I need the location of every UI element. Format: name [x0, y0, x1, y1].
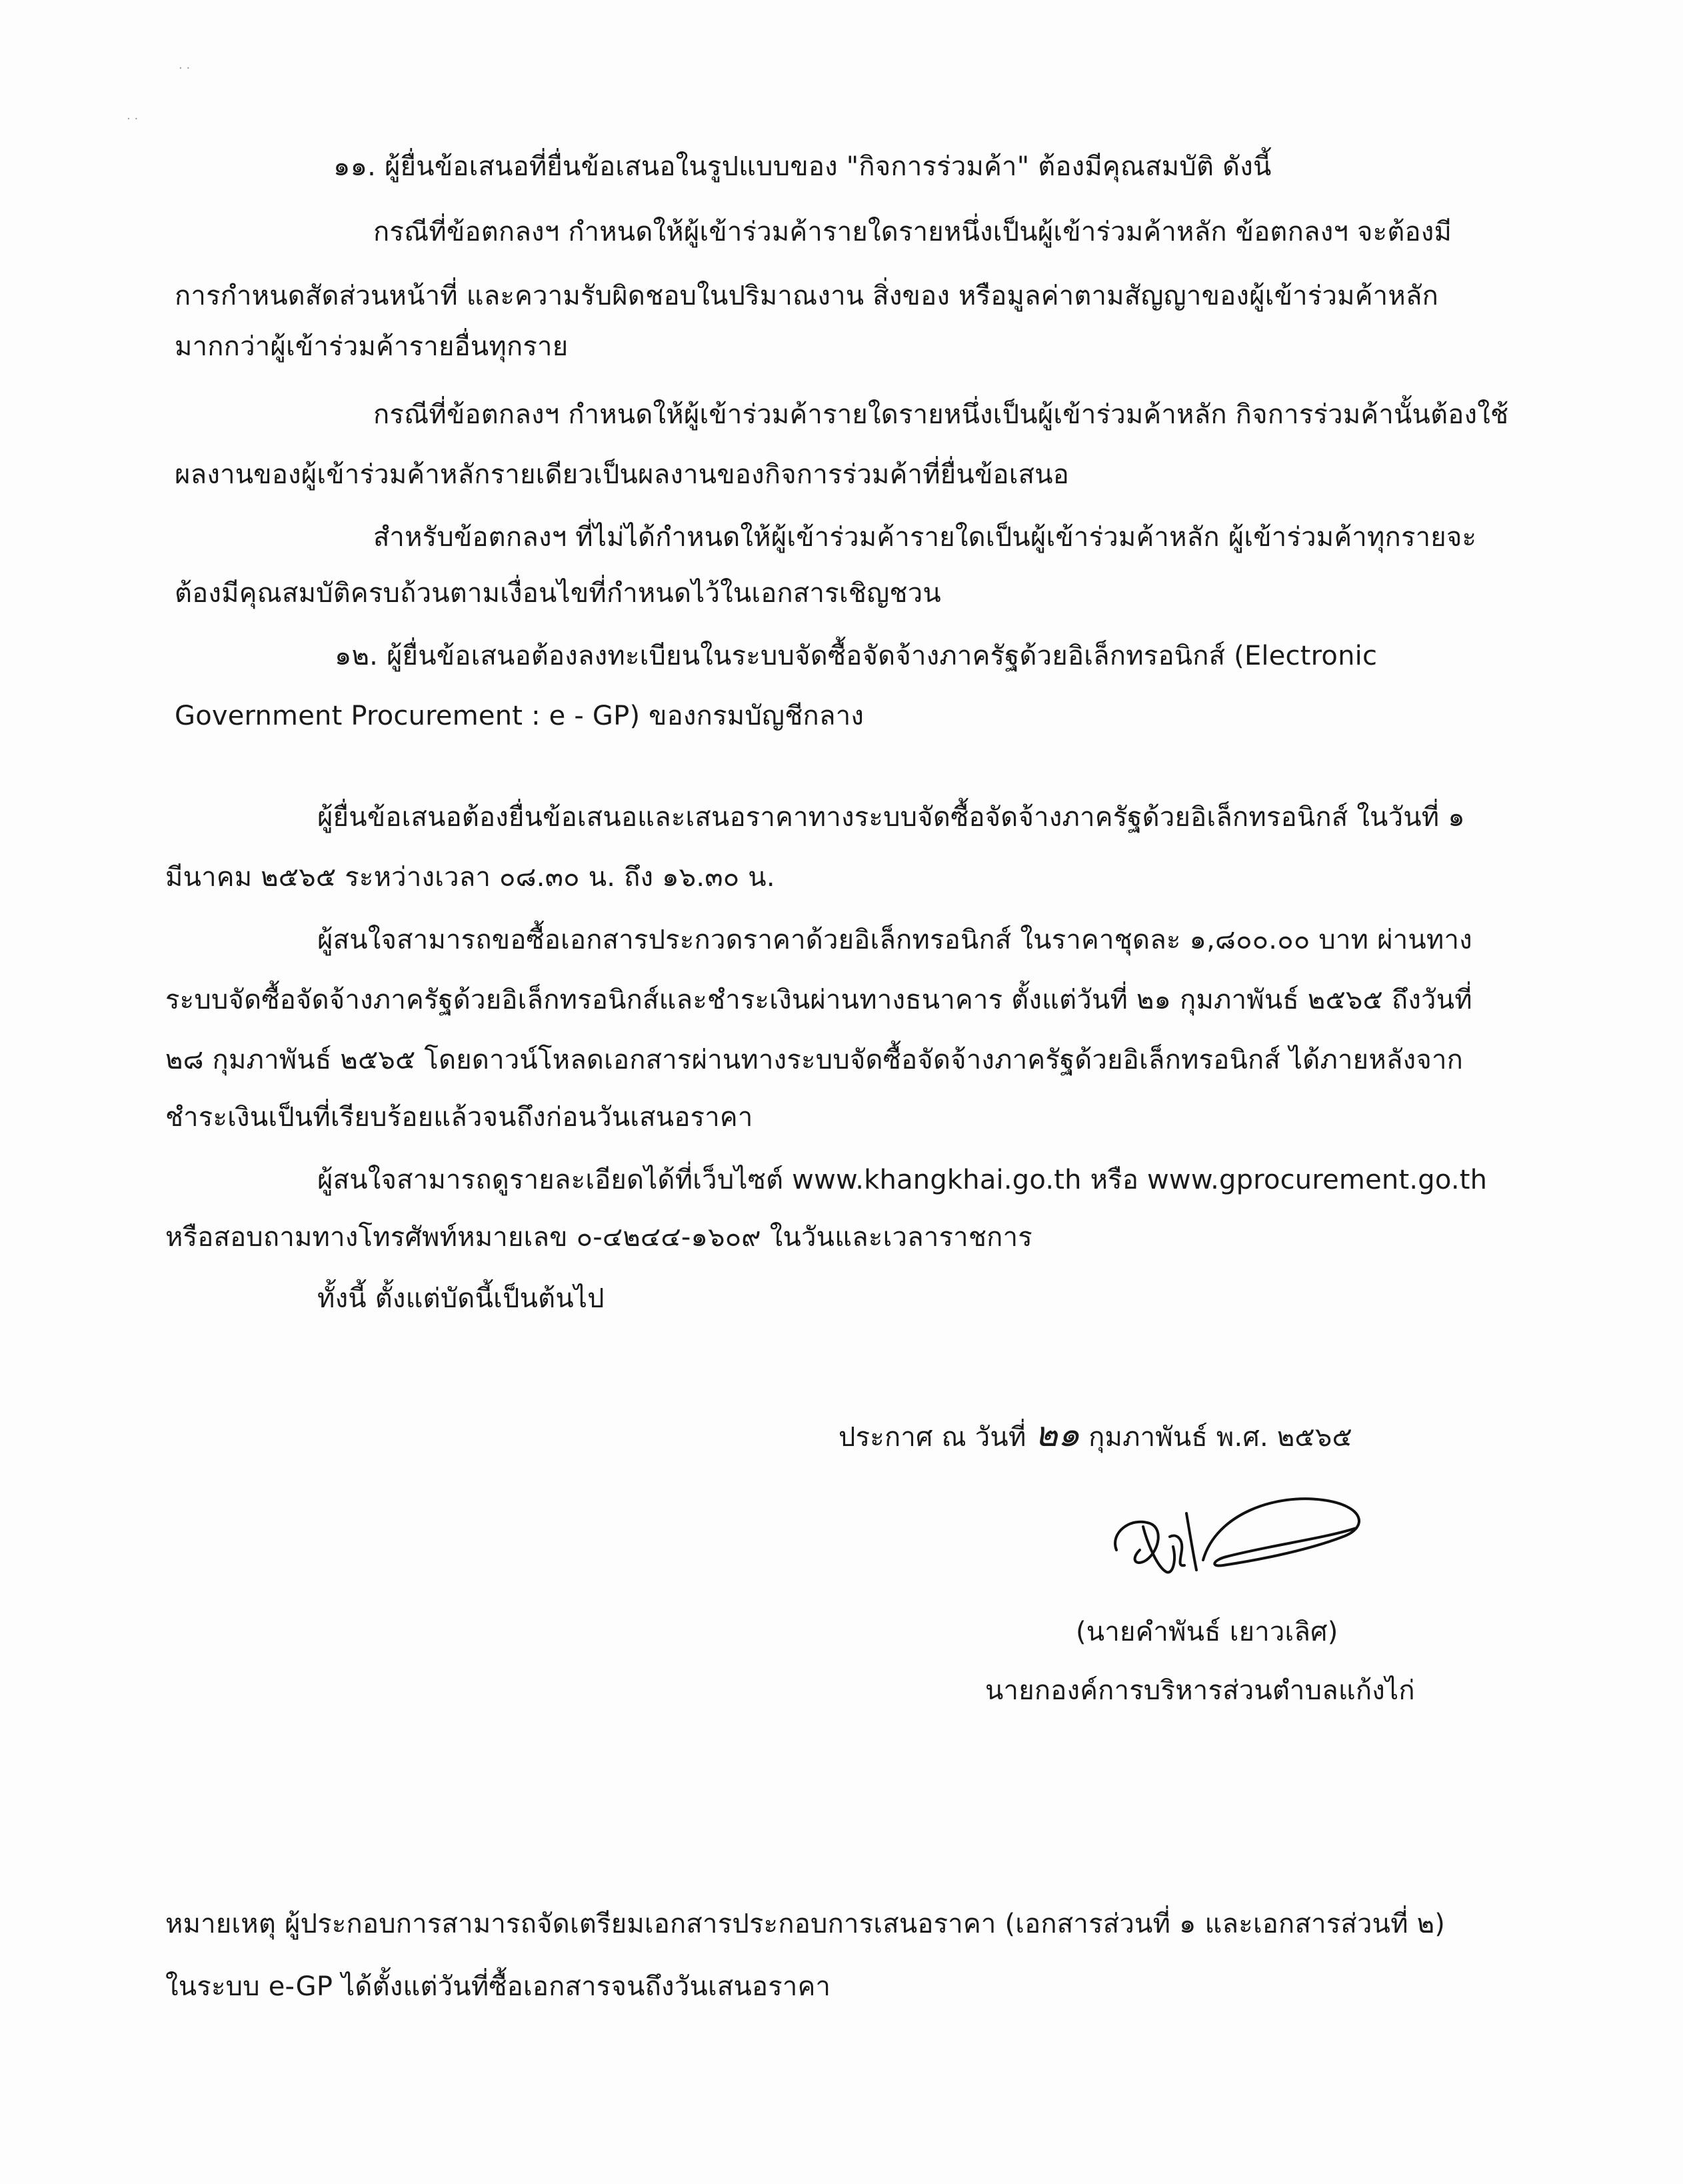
item-12-line2: Government Procurement : e - GP) ของกรมบัญชีกลาง	[175, 701, 864, 731]
contact-line2: หรือสอบถามทางโทรศัพท์หมายเลข ๐-๔๒๔๔-๑๖๐๙ ในวันและเวลาราชการ	[165, 1222, 1032, 1253]
announcement-prefix: ประกาศ ณ วันที่	[839, 1422, 1026, 1453]
purchase-line2: ระบบจัดซื้อจัดจ้างภาครัฐด้วยอิเล็กทรอนิกส์และชำระเงินผ่านทางธนาคาร ตั้งแต่วันที่ ๒๑ กุมภาพันธ์ ๒๕๖๕ ถึงวันที่	[165, 985, 1472, 1015]
item-11-p2-line2: ผลงานของผู้เข้าร่วมค้าหลักรายเดียวเป็นผลงานของกิจการร่วมค้าที่ยื่นข้อเสนอ	[175, 459, 1069, 490]
signer-name: (นายคำพันธ์ เยาวเลิศ)	[1076, 1617, 1338, 1647]
scan-speck: · ·	[127, 112, 139, 126]
note-line1: หมายเหตุ ผู้ประกอบการสามารถจัดเตรียมเอกสารประกอบการเสนอราคา (เอกสารส่วนที่ ๑ และเอกสารส่วนที่ ๒)	[165, 1909, 1446, 1939]
purchase-line3: ๒๘ กุมภาพันธ์ ๒๕๖๕ โดยดาวน์โหลดเอกสารผ่านทางระบบจัดซื้อจัดจ้างภาครัฐด้วยอิเล็กทรอนิกส์ ได้ภายหลังจาก	[165, 1045, 1464, 1075]
item-11-heading: ๑๑. ผู้ยื่นข้อเสนอที่ยื่นข้อเสนอในรูปแบบของ "กิจการร่วมค้า" ต้องมีคุณสมบัติ ดังนี้	[333, 151, 1272, 182]
signature-image	[1103, 1487, 1383, 1587]
announcement-date	[839, 1415, 1352, 1455]
purchase-line1: ผู้สนใจสามารถขอซื้อเอกสารประกวดราคาด้วยอิเล็กทรอนิกส์ ในราคาชุดละ ๑,๘๐๐.๐๐ บาท ผ่านทาง	[317, 925, 1472, 955]
contact-line1: ผู้สนใจสามารถดูรายละเอียดได้ที่เว็บไซต์ www.khangkhai.go.th หรือ www.gprocurement.go.th	[317, 1165, 1488, 1195]
purchase-line4: ชำระเงินเป็นที่เรียบร้อยแล้วจนถึงก่อนวันเสนอราคา	[165, 1102, 753, 1133]
item-11-p2-line1: กรณีที่ข้อตกลงฯ กำหนดให้ผู้เข้าร่วมค้ารายใดรายหนึ่งเป็นผู้เข้าร่วมค้าหลัก กิจการร่วมค้านั้นต้องใช้	[373, 399, 1509, 430]
item-11-p3-line1: สำหรับข้อตกลงฯ ที่ไม่ได้กำหนดให้ผู้เข้าร่วมค้ารายใดเป็นผู้เข้าร่วมค้าหลัก ผู้เข้าร่วมค้าทุกรายจะ	[373, 522, 1477, 553]
submission-line1: ผู้ยื่นข้อเสนอต้องยื่นข้อเสนอและเสนอราคาทางระบบจัดซื้อจัดจ้างภาครัฐด้วยอิเล็กทรอนิกส์ ในวันที่ ๑	[317, 802, 1465, 833]
item-12-line1: ๑๒. ผู้ยื่นข้อเสนอต้องลงทะเบียนในระบบจัดซื้อจัดจ้างภาครัฐด้วยอิเล็กทรอนิกส์ (Electronic	[335, 641, 1378, 671]
scan-speck: · ·	[179, 61, 191, 75]
announcement-suffix: กุมภาพันธ์ พ.ศ. ๒๕๖๕	[1088, 1422, 1352, 1453]
item-11-p1-line2: การกำหนดสัดส่วนหน้าที่ และความรับผิดชอบในปริมาณงาน สิ่งของ หรือมูลค่าตามสัญญาของผู้เข้าร่วมค้าหลัก	[175, 281, 1439, 311]
note-line2: ในระบบ e-GP ได้ตั้งแต่วันที่ซื้อเอกสารจนถึงวันเสนอราคา	[165, 1971, 831, 2002]
signer-title: นายกองค์การบริหารส่วนตำบลแก้งไก่	[985, 1675, 1415, 1706]
submission-line2: มีนาคม ๒๕๖๕ ระหว่างเวลา ๐๘.๓๐ น. ถึง ๑๖.๓๐ น.	[165, 862, 775, 893]
announcement-day: ๒๑	[1034, 1415, 1080, 1455]
item-11-p1-line1: กรณีที่ข้อตกลงฯ กำหนดให้ผู้เข้าร่วมค้ารายใดรายหนึ่งเป็นผู้เข้าร่วมค้าหลัก ข้อตกลงฯ จะต้องมี	[373, 217, 1452, 247]
item-11-p1-line3: มากกว่าผู้เข้าร่วมค้ารายอื่นทุกราย	[175, 331, 569, 362]
effective-statement: ทั้งนี้ ตั้งแต่บัดนี้เป็นต้นไป	[317, 1283, 605, 1314]
item-11-p3-line2: ต้องมีคุณสมบัติครบถ้วนตามเงื่อนไขที่กำหนดไว้ในเอกสารเชิญชวน	[175, 578, 941, 609]
